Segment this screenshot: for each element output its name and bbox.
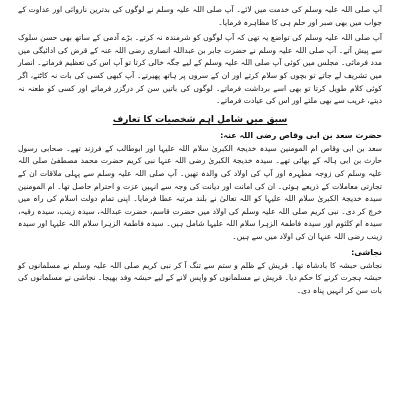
paragraph-1: آپ صلی اللہ علیہ وسلم کی خدمت میں لائے۔ آپ صلی اللہ علیہ وسلم نے لوگوں کی بدترین ناروائی اور عداوت کے جواب میں بھی صبر اور حلم ہی کا مظاہرہ فرمایا۔ <box>18 5 382 27</box>
subheading-saad: حضرت سعد بن ابی وقاص رضی اللہ عنہ: <box>220 130 382 140</box>
paragraph-3: سعد بن ابی وقاص ام المومنین سیدہ خدیجۃ الکبریٰ سلام اللہ علیہا اور ابوطالب کے فرزند تھے۔ صحابی رسول حارث بن ابی ہالہ کے بھائی تھے۔ سیدہ خدیجۃ الکبریٰ رضی اللہ عنہا نبی کریم حضرت محمد مصطفیٰ صلی اللہ علیہ وسلم کی زوجہ مطہرہ اور آپ کی اولاد کی والدہ تھیں۔ آپ صلی اللہ علیہ وسلم سے پہلی ملاقات ان کے تجارتی معاملات کے ذریعے ہوئی۔ ان کی امانت اور دیانت کی وجہ سے انہیں عزت و احترام حاصل تھا۔ ام المومنین سیدہ خدیجۃ الکبریٰ سلام اللہ علیہا کو اللہ تعالیٰ نے بلند مرتبہ عطا فرمایا۔ اپنی تمام دولت اسلام کی راہ میں خرچ کر دی۔ نبی کریم صلی اللہ علیہ وسلم کی اولاد میں حضرت قاسم، حضرت عبداللہ، سیدہ زینب، سیدہ رقیہ، سیدہ ام کلثوم اور سیدہ فاطمۃ الزہرا سلام اللہ علیہا شامل ہیں۔ سیدہ فاطمۃ الزہرا سلام اللہ علیہا اور سیدہ زینب رضی اللہ عنہا ان کی اولاد میں سے ہیں۔ <box>18 143 382 241</box>
subheading-najashi: نجاشی: <box>351 247 382 257</box>
paragraph-2: آپ صلی اللہ علیہ وسلم کی تواضع یہ تھی کہ آپ لوگوں کو شرمندہ نہ کرتے۔ بڑے آدمی کے ساتھ بھی حسن سلوک سے پیش آتے۔ آپ صلی اللہ علیہ وسلم نے حضرت جابر بن عبداللہ انصاری رضی اللہ عنہ کے قرض کی ادائیگی میں مدد فرمائی۔ مجلس میں کوئی آپ صلی اللہ علیہ وسلم کے لیے جگہ خالی کرتا تو آپ اس کی تعظیم فرماتے۔ انصار میں تشریف لے جاتے تو بچوں کو سلام کرتے اور ان کے سروں پر ہاتھ پھیرتے۔ آپ کبھی کسی کی بات نہ کاٹتے، اگر کوئی کلام طویل کرتا تو بھی اسے برداشت فرماتے۔ لوگوں کی باتیں سن کر درگزر فرماتے اور کسی کو طعنہ نہ دیتے، غریب سے بھی ملتے اور اس کی عیادت فرماتے۔ <box>18 33 382 106</box>
section-heading: سبق میں شامل اہم شخصیات کا تعارف <box>112 114 288 125</box>
paragraph-4: نجاشی حبشہ کا بادشاہ تھا۔ قریش کے ظلم و ستم سے تنگ آ کر نبی کریم صلی اللہ علیہ وسلم نے مسلمانوں کو حبشہ ہجرت کرنے کا حکم دیا۔ قریش نے مسلمانوں کو واپس لانے کے لیے حبشہ وفد بھیجا۔ نجاشی نے مسلمانوں کی بات سن کر انہیں پناہ دی۔ <box>18 260 382 295</box>
